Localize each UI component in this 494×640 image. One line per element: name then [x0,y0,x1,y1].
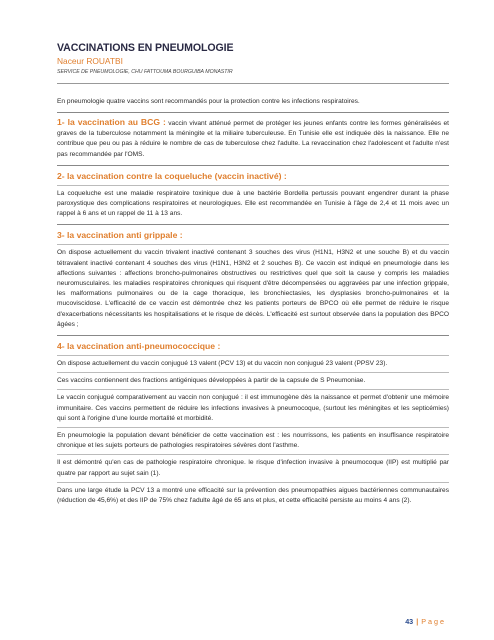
author-name: Naceur ROUATBI [57,56,123,66]
section-paragraph: Ces vaccins contiennent des fractions antigéniques développées à partir de la capsule de S Pneumoniae. [57,377,366,385]
page-footer [405,617,446,626]
section-paragraph: Le vaccin conjugué comparativement au vaccin non conjugué : il est immunogène dès la naissance et permet d'obtenir une mémoire immunitaire. Ces vaccins permettent de réduire les infections invasives à pneumocoque, (surtout les méningites et les septicémies) qui sont à l'origine d'une lourde mortalité et morbidité. [57,394,449,422]
footer-separator: | [416,617,419,626]
divider [57,355,449,356]
section-paragraph: La coqueluche est une maladie respiratoire toxinique due à une bactérie Bordella pertussis pouvant engendrer durant la phase paroxystique des complications respiratoires et neurologiques. Elle est recommandée en Tunisie à l'âge de 2,4 et 11 mois avec un rappel à 6 ans et un rappel de 11 à 13 ans. [57,189,449,218]
section-heading: 3- la vaccination anti grippale : [57,230,183,241]
section-paragraph: On dispose actuellement du vaccin trivalent inactivé contenant 3 souches des virus (H1N1, H3N2 et une souche B) et du vaccin tétravalent inactivé contenant 4 souches des virus (H1N1, H3N2 et 2 souches B). Ce vaccin est indiqué en pneumologie dans les affections suivantes : affections broncho-pulmonaires obstructives ou restrictives quel que soit la cause y compris les maladies neuromusculaires. les maladies respiratoires chroniques qui risquent d'être décompensées ou aggravées par une infection grippale, les malformations pulmonaires ou de la cage thoracique, les bronchiectasies, les dysplasies broncho-pulmonaires et la mucoviscidose. L'efficacité de ce vaccin est démontrée chez les patients porteurs de BPCO où elle permet de réduire le risque d'exacerbations nécessitants les hospitalisations et le risque de décès. L'efficacité est surtout observée dans la population des BPCO âgées ; [57,249,449,328]
divider [57,112,449,113]
section-paragraph: vaccin vivant atténué permet de protéger les jeunes enfants contre les formes généralisées et graves de la tuberculose notamment la méningite et la miliaire tuberculeuse. En Tunisie elle est indiquée dès la naissance. Elle ne contribue que peu ou pas à réduire le nombre de cas de tuberculose chez l'adulte. La revaccination chez l'adolescent et l'adulte n'est pas recommandée par l'OMS. [57,120,449,158]
header-divider [57,83,449,84]
divider [57,335,449,336]
divider [57,372,449,373]
divider [57,224,449,225]
section-paragraph: On dispose actuellement du vaccin conjugué 13 valent (PCV 13) et du vaccin non conjugué 23 valent (PPSV 23). [57,360,388,368]
affiliation: SERVICE DE PNEUMOLOGIE, CHU FATTOUMA BOURGUIBA MONASTIR [57,69,233,75]
section-paragraph: Dans une large étude la PCV 13 a montré une efficacité sur la prévention des pneumopathies aigues bactériennes communautaires (réduction de 45,6%) et des IIP de 75% chez l'adulte âgé de 65 ans et plus, et cette efficacité persiste au moins 4 ans (2). [57,486,449,505]
divider [57,389,449,390]
section-heading: 2- la vaccination contre la coqueluche (vaccin inactivé) : [57,170,287,181]
divider [57,165,449,166]
page-title: VACCINATIONS EN PNEUMOLOGIE [57,42,234,54]
divider [57,482,449,483]
divider [57,244,449,245]
page-number: 43 [405,617,414,626]
section-bcg [57,117,449,160]
divider [57,427,449,428]
section-heading: 1- la vaccination au BCG : [57,117,166,127]
section-paragraph: Il est démontré qu'en cas de pathologie respiratoire chronique. le risque d'infection invasive à pneumocoque (IIP) est multiplié par quatre par rapport au sujet sain (1). [57,459,449,477]
section-heading: 4- la vaccination anti-pneumococcique : [57,341,221,352]
divider [57,185,449,186]
divider [57,454,449,455]
intro-paragraph: En pneumologie quatre vaccins sont recommandés pour la protection contre les infections respiratoires. [57,98,360,105]
section-paragraph: En pneumologie la population devant bénéficier de cette vaccination est : les nourrissons, les patients en insuffisance respiratoire chronique et les sujets porteurs de pathologies respiratoires sévères dont l'asthme. [57,432,449,450]
page-content [57,42,449,506]
page-label: Page [421,617,446,626]
